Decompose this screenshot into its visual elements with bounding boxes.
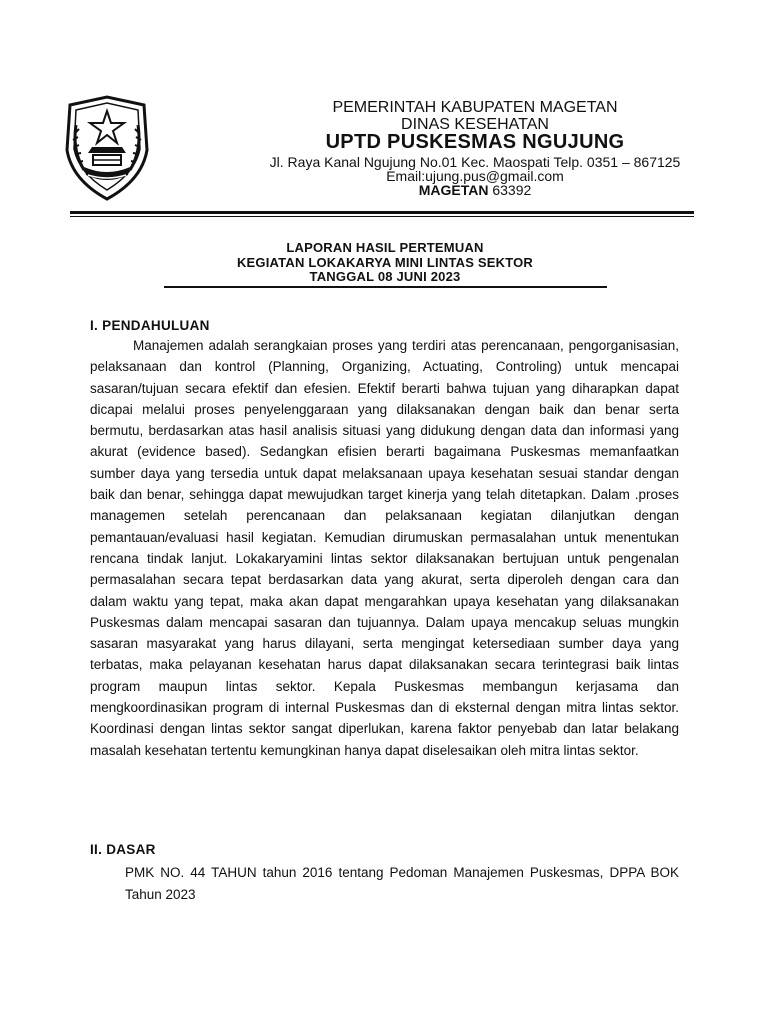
- letterhead-address: Jl. Raya Kanal Ngujung No.01 Kec. Maospati Telp. 0351 – 867125: [269, 154, 681, 170]
- report-title-underline: [164, 286, 607, 288]
- report-title-line2: KEGIATAN LOKAKARYA MINI LINTAS SEKTOR: [236, 255, 534, 270]
- report-title-line1: LAPORAN HASIL PERTEMUAN: [286, 240, 484, 255]
- letterhead-institution: UPTD PUSKESMAS NGUJUNG: [325, 131, 625, 153]
- magetan-emblem-icon: [62, 95, 152, 203]
- letterhead-divider-thick: [70, 211, 694, 214]
- letterhead-department: DINAS KESEHATAN: [401, 116, 549, 133]
- letterhead-city-line: [160, 182, 768, 198]
- section-body-dasar: PMK NO. 44 TAHUN tahun 2016 tentang Pedoman Manajemen Puskesmas, DPPA BOK Tahun 2023: [125, 865, 679, 902]
- section-heading-dasar: II. DASAR: [90, 842, 156, 857]
- letterhead-postal-code: 63392: [492, 182, 532, 198]
- letterhead-divider-thin: [70, 216, 694, 217]
- letterhead-city: MAGETAN: [418, 182, 489, 198]
- report-title-date: TANGGAL 08 JUNI 2023: [309, 269, 461, 284]
- section-body-pendahuluan: Manajemen adalah serangkaian proses yang terdiri atas perencanaan, pengorganisasian, pelaksanaan dan kontrol (Planning, Organizing, Actuating, Controling) untuk mencapai sasaran/tujuan secara efektif dan efesien. Efektif berarti bahwa tujuan yang diharapkan dapat dicapai melalui proses penyelenggaraan yang dilaksanakan dengan baik dan benar serta bermutu, berdasarkan atas hasil analisis situasi yang didukung dengan data dan informasi yang akurat (evidence based). Sedangkan efisien berarti bagaimana Puskesmas memanfaatkan sumber daya yang tersedia untuk dapat melaksanaan upaya kesehatan sesuai standar dengan baik dan benar, sehingga dapat mewujudkan target kinerja yang telah ditetapkan. Dalam .proses managemen setelah perencanaan dan pelaksanaan kegiatan dilanjutkan dengan pemantauan/evaluasi hasil kegiatan. Kemudian dirumuskan permasalahan untuk menentukan rencana tindak lanjut. Lokakaryamini lintas sektor dilaksanakan bertujuan untuk pengenalan permasalahan secara tepat berdasarkan data yang akurat, serta diperoleh dengan cara dan dalam waktu yang tepat, maka akan dapat mengarahkan upaya kesehatan yang dilaksanakan Puskesmas dalam mencapai sasaran dan tujuannya. Dalam upaya mencakup seluas mungkin sasaran masyarakat yang harus dilayani, serta mengingat ketersediaan sumber daya yang terbatas, maka pelayanan kesehatan harus dapat dilaksanakan secara terintegrasi baik lintas program maupun lintas sektor. Kepala Puskesmas membangun kerjasama dan mengkoordinasikan program di internal Puskesmas dan di eksternal dengan mitra lintas sektor. Koordinasi dengan lintas sektor sangat diperlukan, karena faktor penyebab dan latar belakang masalah kesehatan tertentu kemungkinan hanya dapat diselesaikan oleh mitra lintas sektor.: [90, 338, 679, 758]
- letterhead-email: Email:ujung.pus@gmail.com: [386, 168, 564, 184]
- section-heading-pendahuluan: I. PENDAHULUAN: [90, 318, 210, 333]
- letterhead-government: PEMERINTAH KABUPATEN MAGETAN: [332, 99, 618, 116]
